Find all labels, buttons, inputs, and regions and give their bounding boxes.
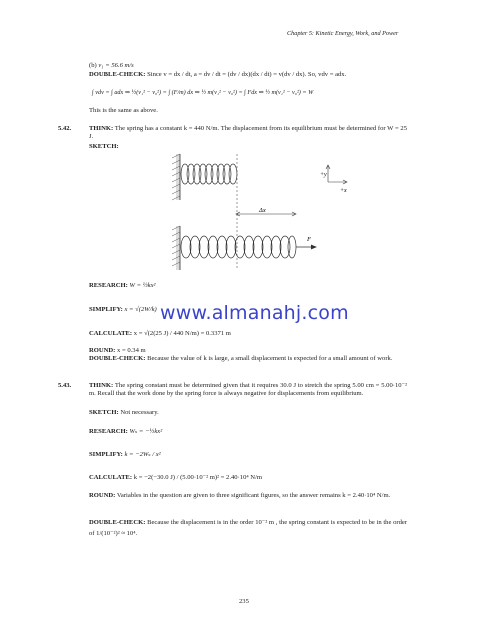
top-spring [181, 164, 237, 184]
double-check-1-conclusion: This is the same as above. [89, 107, 158, 114]
delta-x-arrow [236, 212, 296, 216]
simplify-eq: x = √(2W/k) [124, 306, 157, 313]
round-text: x = 0.34 m [117, 347, 146, 354]
think-text: The spring constant must be determined given that it requires 30.0 J to stretch the spring 5.00 cm = 5.00·10⁻² m. Recall that the work done by the spring force is always negative for displacements from equilibrium. [89, 382, 408, 398]
simplify-label: SIMPLIFY: [89, 451, 123, 458]
round-text: Variables in the question are given to three significant figures, so the answer remains k = 2.40·10⁴ N/m. [116, 492, 391, 499]
round-line-542 [89, 347, 146, 355]
integral-equation: ∫ vdv = ∫ adx ⇒ ½(v₁² − v₀²) = ∫ (F/m) dx ⇒ ½ m(v₁² − v₀²) = ∫ Fdx ⇒ ½ m(v₁² − v₀²) = W [92, 89, 314, 96]
bottom-wall [172, 226, 180, 270]
double-check-543 [89, 517, 407, 539]
simplify-line-543 [89, 451, 161, 459]
calculate-line-543 [89, 474, 262, 482]
calculate-label: CALCULATE: [89, 330, 133, 337]
calculate-line-542 [89, 330, 231, 338]
simplify-eq: k = −2Wₛ / x² [124, 451, 161, 458]
watermark: www.almanahj.com [160, 302, 349, 324]
think-label: THINK: [89, 382, 114, 389]
part-b-line [89, 62, 134, 70]
double-check-text: Because the value of k is large, a small displacement is expected for a small amount of work. [147, 355, 393, 362]
double-check-1-heading: DOUBLE-CHECK: [89, 71, 146, 78]
double-check-542 [89, 355, 407, 363]
page-number: 235 [239, 598, 249, 605]
problem-543-number: 5.43. [58, 382, 72, 389]
top-wall [172, 154, 180, 200]
axis-y-label: +y [320, 172, 327, 178]
problem-543-think [89, 382, 407, 398]
research-line-543 [89, 428, 162, 436]
think-label: THINK: [89, 125, 114, 132]
double-check-label: DOUBLE-CHECK: [89, 519, 146, 526]
double-check-text: Because the displacement is in the order 10⁻² m , the spring constant is expected to be in the order of 1/(10⁻²)² ≈ 10⁴. [89, 519, 407, 537]
part-b-answer: v₁ = 56.6 m/s [98, 62, 134, 69]
chapter-header: Chapter 5: Kinetic Energy, Work, and Power [287, 30, 399, 37]
think-text: The spring has a constant k = 440 N/m. The displacement from its equilibrium must be determined for W = 25 J. [89, 125, 407, 141]
bottom-spring [181, 236, 296, 258]
calculate-label: CALCULATE: [89, 474, 133, 481]
axis-x-label: +x [340, 188, 347, 194]
double-check-1-text: Since v = dx / dt, a = dv / dt = (dv / dx)(dx / dt) = v(dv / dx). So, vdv = adx. [147, 71, 347, 78]
sketch-line-543 [89, 409, 159, 417]
force-arrow [296, 245, 316, 249]
research-eq: Wₛ = −½kx² [129, 428, 163, 435]
simplify-line-542 [89, 306, 157, 314]
calculate-eq: x = √(2(25 J) / 440 N/m) = 0.3371 m [133, 330, 231, 337]
problem-542-think [89, 125, 407, 141]
axes [326, 165, 347, 184]
round-label: ROUND: [89, 347, 116, 354]
research-eq: W = ½kx² [129, 282, 156, 289]
sketch-label: SKETCH: [89, 143, 119, 150]
calculate-eq: k = −2(−30.0 J) / (5.00·10⁻² m)² = 2.40·10⁴ N/m [133, 474, 263, 481]
force-label: F [307, 236, 311, 243]
problem-542-number: 5.42. [58, 125, 72, 132]
research-label: RESEARCH: [89, 428, 128, 435]
simplify-label: SIMPLIFY: [89, 306, 123, 313]
part-b-label: (b) [89, 62, 97, 69]
delta-x-label: Δx [259, 207, 266, 214]
research-line-542 [89, 282, 156, 290]
sketch-label: SKETCH: [89, 409, 119, 416]
sketch-text: Not necessary. [120, 409, 159, 416]
spring-sketch [168, 152, 358, 272]
double-check-1-line [89, 71, 346, 79]
round-543 [89, 492, 407, 500]
round-label: ROUND: [89, 492, 116, 499]
research-label: RESEARCH: [89, 282, 128, 289]
double-check-label: DOUBLE-CHECK: [89, 355, 146, 362]
